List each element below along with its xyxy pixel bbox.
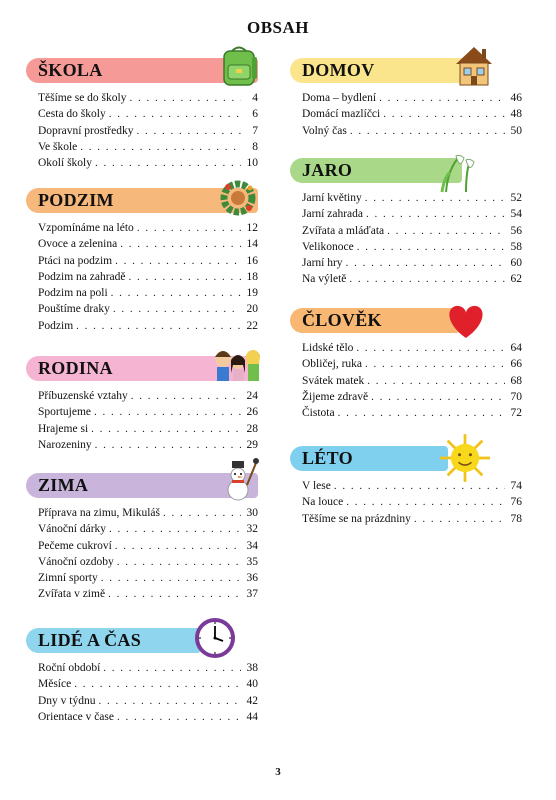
toc-entry <box>26 660 258 676</box>
dot-leader <box>387 223 505 239</box>
toc-entry-page: 7 <box>252 124 258 137</box>
toc-entry <box>290 90 522 106</box>
section-title: ŠKOLA <box>38 60 103 80</box>
section-clovek <box>290 308 522 421</box>
toc-entry-page: 54 <box>510 208 522 221</box>
toc-entry-page: 30 <box>246 507 258 519</box>
toc-entry-label: Domácí mazlíčci <box>302 108 381 121</box>
dot-leader <box>95 155 241 171</box>
toc-entry-label: Velikonoce <box>302 240 354 253</box>
section-banner <box>290 308 460 333</box>
toc-entry-label: Doma – bydlení <box>302 92 377 104</box>
toc-entry <box>26 90 258 106</box>
toc-entry-page: 46 <box>510 92 522 104</box>
toc-entry-page: 28 <box>246 422 258 435</box>
toc-entry-label: Podzim <box>38 319 74 332</box>
section-banner <box>26 628 201 653</box>
dot-leader <box>108 586 241 602</box>
toc-entry-label: Hrajeme si <box>38 422 89 435</box>
dot-leader <box>80 139 241 155</box>
dot-leader <box>357 239 505 255</box>
toc-entry-page: 22 <box>246 319 258 332</box>
section-title: LIDÉ A ČAS <box>38 630 142 650</box>
toc-entry-page: 37 <box>246 588 258 601</box>
toc-entry-page: 48 <box>510 108 522 121</box>
dot-leader <box>117 709 241 725</box>
section-banner <box>26 188 258 213</box>
toc-entry-page: 76 <box>510 496 522 509</box>
toc-entry-page: 29 <box>246 438 258 451</box>
toc-entry-page: 8 <box>252 140 258 153</box>
toc-entry-label: Lidské tělo <box>302 342 354 354</box>
toc-entry-page: 44 <box>246 710 258 723</box>
toc-entry <box>290 511 522 527</box>
dot-leader <box>383 106 505 122</box>
toc-entry <box>26 318 258 334</box>
toc-list <box>290 340 522 421</box>
toc-entry-page: 36 <box>246 572 258 585</box>
toc-entry-label: Vánoční dárky <box>38 523 107 536</box>
toc-entry-page: 12 <box>246 222 258 234</box>
toc-entry-label: Pečeme cukroví <box>38 539 112 552</box>
section-banner <box>290 158 462 183</box>
toc-entry-label: Cesta do školy <box>38 108 106 121</box>
toc-entry-page: 58 <box>510 240 522 253</box>
toc-list <box>290 478 522 527</box>
toc-entry-page: 62 <box>510 273 522 286</box>
toc-entry <box>26 676 258 692</box>
section-title: LÉTO <box>302 448 353 468</box>
toc-entry <box>290 373 522 389</box>
toc-entry <box>26 570 258 586</box>
toc-entry <box>26 220 258 236</box>
toc-entry-page: 66 <box>510 358 522 371</box>
toc-entry-page: 56 <box>510 224 522 237</box>
dot-leader <box>371 389 505 405</box>
toc-entry-page: 40 <box>246 678 258 691</box>
toc-entry-label: Roční období <box>38 662 101 674</box>
section-jaro <box>290 158 522 288</box>
clock-icon <box>193 615 241 661</box>
toc-entry <box>290 106 522 122</box>
dot-leader <box>379 90 505 106</box>
section-banner <box>26 473 258 498</box>
toc-entry-page: 42 <box>246 694 258 707</box>
toc-entry-page: 70 <box>510 390 522 403</box>
dot-leader <box>91 421 241 437</box>
toc-entry <box>290 239 522 255</box>
section-skola <box>26 58 258 171</box>
dot-leader <box>338 405 505 421</box>
section-banner <box>290 446 448 471</box>
dot-leader <box>103 660 241 676</box>
toc-entry-label: Svátek matek <box>302 374 365 387</box>
toc-entry-page: 74 <box>510 480 522 492</box>
heart-icon <box>442 298 490 344</box>
dot-leader <box>109 106 241 122</box>
dot-leader <box>366 206 505 222</box>
dot-leader <box>120 236 241 252</box>
dot-leader <box>117 554 241 570</box>
toc-entry-label: Jarní květiny <box>302 192 362 204</box>
dot-leader <box>101 570 241 586</box>
toc-entry-page: 38 <box>246 662 258 674</box>
toc-entry <box>26 586 258 602</box>
dot-leader <box>349 271 505 287</box>
toc-entry-label: Pouštíme draky <box>38 303 110 316</box>
toc-entry <box>26 521 258 537</box>
dot-leader <box>346 494 505 510</box>
toc-entry-page: 16 <box>246 254 258 267</box>
dot-leader <box>163 505 241 521</box>
dot-leader <box>95 437 241 453</box>
toc-entry-label: Příbuzenské vztahy <box>38 390 128 402</box>
toc-entry-page: 50 <box>510 124 522 137</box>
section-banner <box>290 58 480 83</box>
toc-entry-page: 10 <box>246 157 258 170</box>
dot-leader <box>113 301 241 317</box>
toc-entry-label: Na louce <box>302 496 344 509</box>
page-title: OBSAH <box>246 18 310 37</box>
backpack-icon <box>216 45 264 91</box>
section-rodina <box>26 356 258 453</box>
toc-entry-label: Na výletě <box>302 273 347 286</box>
dot-leader <box>414 511 505 527</box>
dot-leader <box>109 521 241 537</box>
toc-entry <box>26 505 258 521</box>
toc-entry <box>290 389 522 405</box>
toc-entry-label: Jarní hry <box>302 257 343 270</box>
toc-entry-label: Příprava na zimu, Mikuláš <box>38 507 161 519</box>
toc-entry-label: Sportujeme <box>38 406 92 419</box>
toc-entry-label: Žijeme zdravě <box>302 390 369 403</box>
toc-entry-page: 72 <box>510 407 522 420</box>
toc-entry <box>26 554 258 570</box>
section-title: JARO <box>302 160 353 180</box>
toc-entry-page: 26 <box>246 406 258 419</box>
dot-leader <box>111 285 241 301</box>
toc-list <box>26 388 258 453</box>
toc-list <box>290 190 522 288</box>
toc-entry-label: Dopravní prostředky <box>38 124 134 137</box>
dot-leader <box>99 693 242 709</box>
section-title: ZIMA <box>38 475 89 495</box>
dot-leader <box>115 538 241 554</box>
toc-entry-page: 6 <box>252 108 258 121</box>
toc-entry <box>26 693 258 709</box>
toc-entry-label: V lese <box>302 480 331 492</box>
section-leto <box>290 446 522 527</box>
dot-leader <box>137 123 242 139</box>
dot-leader <box>137 220 241 236</box>
toc-entry-label: Podzim na poli <box>38 287 108 300</box>
toc-entry-label: Dny v týdnu <box>38 694 96 707</box>
toc-entry-page: 64 <box>510 342 522 354</box>
toc-entry-label: Zvířata v zimě <box>38 588 106 601</box>
section-title: DOMOV <box>302 60 375 80</box>
toc-entry-page: 19 <box>246 287 258 300</box>
dot-leader <box>350 123 505 139</box>
toc-entry-label: Jarní zahrada <box>302 208 363 221</box>
toc-entry-page: 18 <box>246 270 258 283</box>
toc-entry-page: 52 <box>510 192 522 204</box>
family-children-icon <box>208 343 266 389</box>
toc-entry <box>26 269 258 285</box>
toc-list <box>26 505 258 603</box>
toc-entry-label: Ptáci na podzim <box>38 254 113 267</box>
section-banner <box>26 356 258 381</box>
dot-leader <box>129 90 241 106</box>
dot-leader <box>367 373 505 389</box>
toc-entry-label: Narozeniny <box>38 438 92 451</box>
dot-leader <box>74 676 241 692</box>
dot-leader <box>115 253 241 269</box>
toc-entry-label: Ve škole <box>38 140 78 153</box>
toc-entry-label: Měsíce <box>38 678 72 691</box>
toc-entry-label: Okolí školy <box>38 157 92 170</box>
toc-entry <box>290 356 522 372</box>
toc-entry <box>26 106 258 122</box>
toc-entry-label: Podzim na zahradě <box>38 270 126 283</box>
toc-entry-label: Vánoční ozdoby <box>38 555 114 568</box>
autumn-wreath-icon <box>216 175 264 221</box>
dot-leader <box>129 269 242 285</box>
toc-entry-page: 60 <box>510 257 522 270</box>
section-podzim <box>26 188 258 334</box>
toc-entry <box>290 405 522 421</box>
toc-entry-page: 14 <box>246 238 258 251</box>
toc-entry <box>26 421 258 437</box>
snowman-icon <box>216 455 264 501</box>
section-domov <box>290 58 522 139</box>
toc-list <box>26 660 258 725</box>
toc-entry <box>290 255 522 271</box>
toc-entry <box>26 253 258 269</box>
toc-entry <box>290 123 522 139</box>
toc-entry-label: Obličej, ruka <box>302 358 363 371</box>
toc-entry <box>290 206 522 222</box>
page-number: 3 <box>275 766 281 778</box>
toc-entry <box>26 285 258 301</box>
section-lide-a-cas <box>26 628 258 725</box>
toc-entry <box>290 223 522 239</box>
toc-entry <box>26 155 258 171</box>
toc-entry <box>290 271 522 287</box>
toc-entry-label: Volný čas <box>302 124 347 137</box>
toc-entry-label: Zimní sporty <box>38 572 98 585</box>
toc-entry-label: Orientace v čase <box>38 710 114 723</box>
toc-entry <box>290 190 522 206</box>
section-title: ČLOVĚK <box>302 310 382 330</box>
toc-entry <box>26 404 258 420</box>
toc-entry <box>26 301 258 317</box>
toc-entry-label: Vzpomínáme na léto <box>38 222 134 234</box>
toc-entry-label: Čistota <box>302 407 335 420</box>
toc-list <box>26 220 258 334</box>
toc-entry <box>290 494 522 510</box>
toc-entry-label: Zvířata a mláďata <box>302 224 385 237</box>
toc-entry <box>26 236 258 252</box>
toc-list <box>26 90 258 171</box>
toc-entry <box>26 123 258 139</box>
section-title: RODINA <box>38 358 113 378</box>
toc-entry <box>26 538 258 554</box>
toc-entry-page: 24 <box>246 390 258 402</box>
toc-entry <box>26 437 258 453</box>
section-zima <box>26 473 258 603</box>
toc-entry-page: 4 <box>252 92 258 104</box>
toc-entry-page: 78 <box>510 512 522 525</box>
toc-entry-label: Těšíme se na prázdniny <box>302 512 411 525</box>
toc-entry <box>26 388 258 404</box>
toc-entry-page: 34 <box>246 539 258 552</box>
dot-leader <box>94 404 241 420</box>
section-banner <box>26 58 258 83</box>
snowdrop-flower-icon <box>436 148 484 194</box>
toc-entry-page: 20 <box>246 303 258 316</box>
toc-entry-label: Těšíme se do školy <box>38 92 127 104</box>
toc-entry <box>26 709 258 725</box>
toc-entry-label: Ovoce a zelenina <box>38 238 118 251</box>
dot-leader <box>346 255 505 271</box>
sun-icon <box>437 433 493 483</box>
toc-entry-page: 32 <box>246 523 258 536</box>
toc-list <box>290 90 522 139</box>
section-title: PODZIM <box>38 190 114 210</box>
dot-leader <box>365 356 505 372</box>
toc-entry-page: 35 <box>246 555 258 568</box>
house-icon <box>450 42 498 88</box>
dot-leader <box>131 388 241 404</box>
toc-entry <box>26 139 258 155</box>
dot-leader <box>76 318 241 334</box>
toc-entry-page: 68 <box>510 374 522 387</box>
